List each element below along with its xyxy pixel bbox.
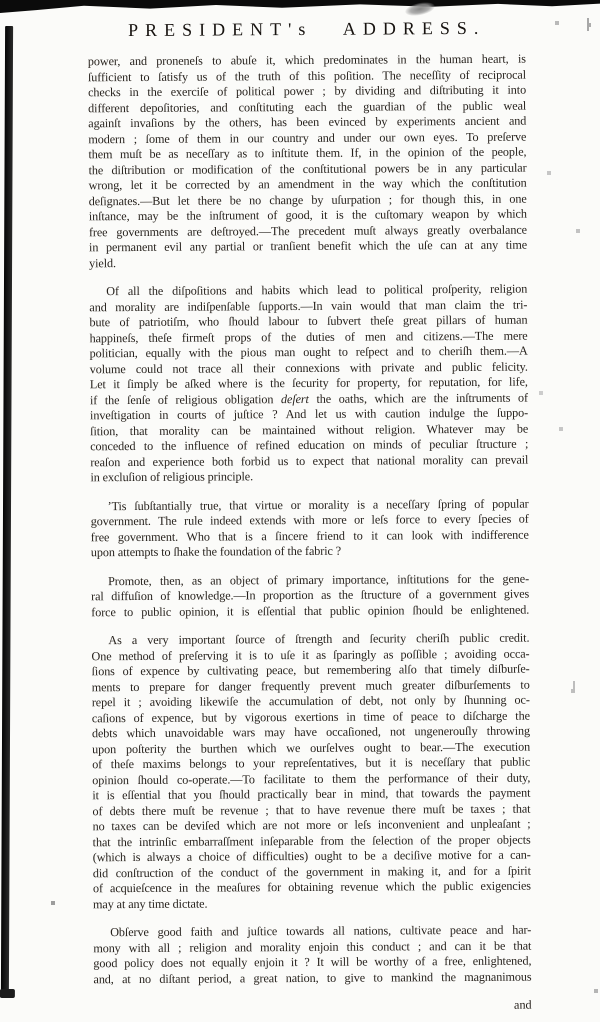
text-line: (which is always a choice of difficulties) ought to be a deciſive motive for a can- — [92, 847, 531, 865]
text-line: upon attempts to ſhake the foundation of the fabric ? — [90, 543, 342, 560]
text-line: and, at no diſtant period, a great nation, to give to mankind the magnanimous — [93, 969, 532, 986]
text-line: politician, equally with the pious man ought to reſpect and to cheriſh them.—A — [89, 343, 528, 361]
text-line: Promote, then, as an object of primary importance, inſtitutions for the gene- — [108, 571, 530, 588]
text-line: ſition, that morality can be maintained without religion. Whatever may be — [90, 421, 529, 438]
text-line: free governments are deſtroyed.—The precedent muſt always greatly overbalance — [88, 222, 527, 239]
text-line: different depoſitories, and conſtituting each the guardian of the public weal — [88, 98, 527, 115]
text-line: deſignates.—But let there be no change by uſurpation ; for though this, in one — [88, 191, 527, 208]
page-title: PRESIDENT's ADDRESS. — [127, 17, 486, 41]
text-line: ’Tis ſubſtantially true, that virtue or morality is a neceſſary ſpring of popular — [107, 496, 529, 513]
text-line: the diſtribution or modification of the conſtitutional powers be in any particular — [88, 160, 527, 177]
text-line: them muſt be as neceſſary as to inſtitute them. If, in the opinion of the people, — [88, 144, 527, 162]
text-line: againſt invaſions by the others, has been evinced by experiments ancient and — [88, 113, 527, 131]
page-body — [88, 52, 532, 988]
text-line: conceded to the influence of refined education on minds of peculiar ſtructure ; — [90, 436, 529, 454]
paragraph — [89, 282, 528, 486]
text-line: did conſtruction of the conduct of the government in making it, and for a ſpirit — [92, 863, 531, 880]
text-line: no taxes can be deviſed which are not more or leſs inconvenient and unpleaſant ; — [92, 816, 531, 834]
paragraph — [93, 923, 531, 988]
paragraph — [91, 496, 529, 561]
text-line: As a very important ſource of ſtrength and ſecurity cheriſh public credit. — [108, 630, 530, 648]
text-line: modern ; ſome of them in our country and under our own eyes. To preſerve — [88, 129, 527, 146]
text-line: inſtance, may be the inſtrument of good, it is the cuſtomary weapon by which — [88, 206, 527, 224]
paragraph — [88, 52, 527, 272]
text-line: Let it ſimply be aſked where is the ſecurity for property, for reputation, for life, — [89, 374, 528, 392]
text-line: that the intrinſic embarraſſment inſeparable from the ſelection of the proper objects — [92, 832, 531, 849]
text-line: volume could not trace all their connexions with private and public felicity. — [89, 359, 528, 376]
text-line: Obſerve good faith and juſtice towards all nations, cultivate peace and har- — [110, 922, 532, 940]
text-line: ſions of expence by cultivating peace, but remembering alſo that timely diſburſe- — [91, 661, 530, 679]
text-line: repel it ; avoiding likewiſe the accumulation of debt, not only by ſhunning oc- — [91, 692, 530, 710]
text-line: good policy does not equally enjoin it ? It will be worthy of a free, enlightened, — [93, 953, 532, 971]
text-line: opinion ſhould co-operate.—To facilitate to them the performance of their duty, — [92, 770, 531, 787]
text-line: upon poſterity the burthen which we ourſelves ought to bear.—The execution — [92, 739, 531, 756]
text-line: happineſs, theſe firmeſt props of the duties of men and citizens.—The mere — [89, 328, 528, 345]
text-line: if the ſenſe of religious obligation deſert the oaths, which are the inſtruments of — [89, 390, 528, 407]
text-line: in excluſion of religious principle. — [90, 469, 254, 485]
text-line: free government. Who that is a ſincere friend to it can look with indifference — [90, 527, 529, 544]
text-line: ral diffuſion of knowledge.—In proportion as the ſtructure of a government gives — [91, 586, 530, 604]
text-line: One method of preſerving it is to uſe it as ſparingly as poſſible ; avoiding occa- — [91, 646, 530, 663]
text-line: may at any time dictate. — [92, 896, 208, 911]
text-line: reaſon and experience both forbid us to expect that national morality can prevail — [90, 452, 529, 469]
text-line: ments to prepare for danger frequently prevent much greater diſburſements to — [91, 677, 530, 694]
text-line: bute of patriotiſm, who ſhould labour to ſubvert theſe great pillars of human — [89, 312, 528, 330]
text-line: caſions of expence, but by vigorous exertions in time of peace to diſcharge the — [91, 708, 530, 725]
text-line: it is eſſential that you ſhould practically bear in mind, that towards the payment — [92, 785, 531, 803]
text-line: Of all the diſpoſitions and habits which lead to political proſperity, religion — [106, 281, 528, 299]
catchword: and — [513, 997, 532, 1012]
text-line: wrong, let it be corrected by an amendment in the way which the conſtitution — [88, 175, 527, 193]
text-line: checks in the exerciſe of political power ; by dividing and diſtributing it into — [88, 82, 527, 100]
paragraph — [91, 571, 529, 620]
text-line: of acquieſcence in the meaſures for obtaining revenue which the public exigencies — [92, 878, 531, 896]
text-line: power, and proneneſs to abuſe it, which predominates in the human heart, is — [87, 51, 526, 69]
text-line: ſufficient to ſatisfy us of the truth of this poſition. The neceſſity of reciprocal — [87, 67, 527, 84]
text-line: of theſe maxims belongs to your repreſentatives, but it is neceſſary that public — [92, 754, 531, 772]
text-line: government. The rule indeed extends with more or leſs force to every ſpecies of — [90, 511, 529, 529]
paragraph — [91, 631, 531, 913]
text-line: force to public opinion, it is eſſential that public opinion ſhould be enlightened. — [91, 602, 530, 619]
text-line: inveſtigation in courts of juſtice ? And let us with caution indulge the ſuppo- — [89, 405, 529, 423]
text-line: yield. — [89, 255, 116, 270]
text-line: of debts there muſt be revenue ; that to have revenue there muſt be taxes ; that — [92, 801, 531, 818]
text-line: debts which unavoidable wars may have occaſioned, not ungenerouſly throwing — [91, 723, 531, 741]
text-line: and morality are indiſpenſable ſupports.—In vain would that man claim the tri- — [89, 297, 528, 314]
text-line: mony with all ; religion and morality enjoin this conduct ; and can it be that — [93, 938, 532, 955]
text-line: in permanent evil any partial or tranſient benefit which the uſe can at any time — [88, 237, 528, 255]
